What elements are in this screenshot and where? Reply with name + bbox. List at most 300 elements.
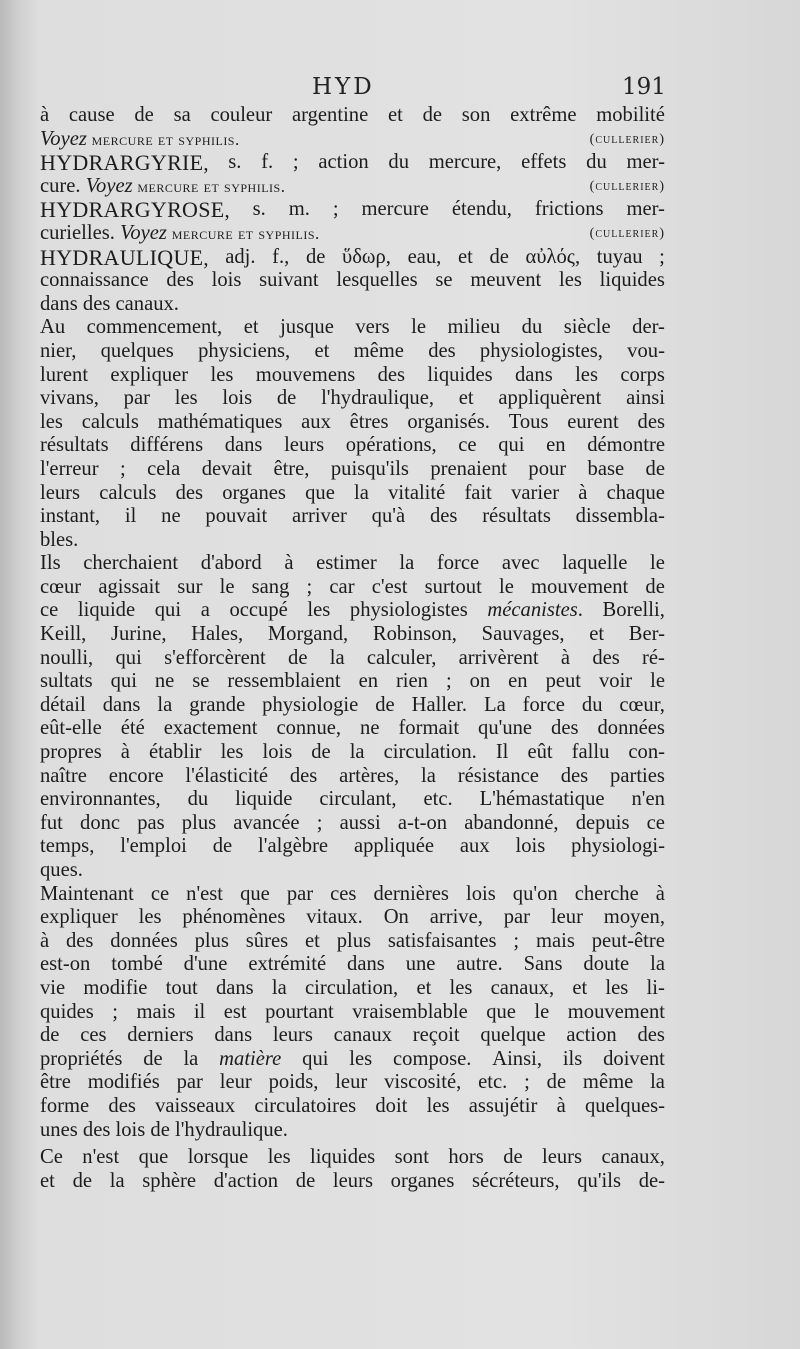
text-line: [40, 623, 665, 647]
word-part: à: [40, 104, 50, 126]
text-line: [40, 906, 665, 930]
word: [472, 1170, 559, 1194]
word-part: données: [110, 929, 178, 952]
word-part: adj.: [225, 245, 256, 268]
word: [399, 552, 414, 576]
word: [596, 104, 665, 128]
word: [40, 1048, 122, 1072]
word: [161, 505, 180, 529]
text-line: [40, 387, 665, 411]
word: [157, 694, 172, 718]
word: [482, 505, 551, 529]
word: [372, 505, 405, 529]
word-part: à: [120, 741, 130, 764]
word-part: des: [637, 1024, 665, 1047]
word-part: et: [387, 104, 403, 126]
word-part: une: [405, 953, 436, 976]
word-part: agissait: [98, 575, 161, 598]
word-part: physiologi-: [571, 835, 665, 858]
word-part: La: [483, 693, 506, 716]
word: [496, 741, 509, 765]
word: [306, 906, 363, 930]
word-part: der-: [632, 316, 665, 339]
word: [330, 883, 356, 907]
word-part: moyen,: [603, 906, 665, 929]
word-part: Haller.: [411, 693, 468, 716]
word-part: canaux,: [490, 976, 555, 999]
word-part: Robinson,: [372, 623, 457, 646]
word: [40, 741, 102, 765]
word-part: liquide: [235, 788, 293, 811]
word: [587, 434, 665, 458]
word-part: aussi: [339, 811, 381, 834]
word-part: tuyau: [596, 245, 643, 268]
word: [205, 505, 267, 529]
word-part: plus: [336, 929, 372, 952]
word-part: l'emploi: [120, 835, 187, 858]
word: [224, 1001, 247, 1025]
word: [99, 482, 156, 506]
word: [509, 411, 549, 435]
word-part: les: [174, 387, 198, 410]
word: [373, 623, 457, 647]
word: [40, 458, 99, 482]
word: [121, 717, 145, 741]
word: [40, 623, 86, 647]
word: [222, 387, 252, 411]
word: [262, 694, 358, 718]
word-part: phénomènes: [182, 906, 286, 929]
word-part: sur: [177, 575, 203, 598]
word: [515, 364, 553, 388]
word-part: encore: [108, 764, 164, 787]
word-part: force: [522, 693, 565, 716]
word: [98, 576, 160, 600]
word-part: de-: [638, 1169, 665, 1192]
word: [166, 977, 198, 1001]
word: [319, 788, 396, 812]
word: [342, 246, 391, 270]
word-part: surtout: [424, 575, 482, 598]
text-line: [40, 222, 665, 246]
word-part: des: [429, 505, 458, 528]
word-part: des: [637, 410, 665, 433]
word-part: de: [503, 1146, 523, 1169]
word: [398, 717, 459, 741]
word-part: fut: [40, 811, 63, 834]
word-part: la: [650, 953, 665, 976]
word: [340, 812, 381, 836]
word-part: ils: [562, 1047, 583, 1070]
word-part: lois: [211, 269, 242, 292]
word-part: est: [223, 1000, 247, 1023]
text-segment: curielles.: [40, 221, 121, 244]
word: [513, 883, 558, 907]
word-part: Tous: [508, 410, 549, 433]
word-part: eurent: [567, 410, 619, 433]
word: [185, 765, 268, 789]
word-part: que: [305, 481, 335, 504]
word: [546, 670, 581, 694]
word-part: de: [546, 1071, 567, 1094]
word: [311, 741, 330, 765]
word: [388, 104, 403, 128]
word-part: que: [240, 882, 270, 905]
word: [225, 246, 255, 270]
word-part: leur: [335, 1071, 368, 1094]
word: [189, 694, 245, 718]
word: [469, 1095, 538, 1119]
word: [82, 1146, 119, 1170]
word: [248, 953, 326, 977]
text-line-main: [40, 222, 320, 246]
text-segment: ques.: [40, 859, 83, 881]
word-part: la: [349, 741, 365, 764]
word-part: ressemblaient: [227, 670, 341, 693]
word-part: même: [582, 1071, 634, 1094]
word-part: arrivèrent: [458, 646, 539, 669]
word-part: ;: [445, 670, 452, 693]
text-line: [40, 552, 665, 576]
word: [527, 741, 552, 765]
word-part: ;: [524, 1071, 530, 1094]
text-segment: mercure et syphilis.: [166, 223, 320, 243]
word-part: même: [353, 339, 404, 362]
word: [430, 906, 483, 930]
word: [542, 1146, 582, 1170]
word-part: ré-: [642, 646, 665, 669]
word-part: avancée: [233, 811, 300, 834]
word: [359, 670, 378, 694]
text-line-main: [40, 175, 285, 199]
word-part: satisfaisantes: [387, 929, 497, 952]
word-part: du: [586, 151, 607, 174]
word-part: donc: [80, 811, 121, 834]
word: [254, 1095, 356, 1119]
word: [188, 1146, 249, 1170]
word: [362, 198, 429, 222]
text-line: [40, 930, 665, 954]
word: [605, 977, 628, 1001]
word: [583, 953, 629, 977]
text-line: [40, 529, 665, 553]
text-segment: Voyez: [40, 127, 87, 150]
word-part: de: [645, 457, 665, 480]
word: [40, 364, 88, 388]
word: [534, 1001, 549, 1025]
word-part: ne: [161, 505, 181, 528]
word-part: données: [597, 717, 665, 740]
word-part: fait: [464, 481, 492, 504]
word-part: de: [288, 646, 308, 669]
word-part: Maintenant: [40, 882, 134, 905]
word: [470, 269, 541, 293]
word: [40, 505, 100, 529]
word: [503, 1146, 522, 1170]
word-part: sûres: [245, 929, 289, 952]
word: [40, 576, 81, 600]
word-part: le: [219, 575, 235, 598]
word: [423, 788, 452, 812]
text-line: [40, 364, 665, 388]
word-part: et: [458, 387, 474, 410]
word-part: liquides: [427, 363, 493, 386]
word: [120, 458, 126, 482]
word: [535, 198, 604, 222]
word: [659, 246, 665, 270]
word-part: doute: [583, 953, 630, 976]
word: [466, 883, 496, 907]
word-part: estimer: [316, 552, 377, 575]
word-part: à: [560, 646, 571, 669]
word-part: du: [521, 316, 543, 339]
text-segment: (cullerier): [589, 225, 665, 241]
text-line: [40, 765, 665, 789]
word-part: ὕδωρ,: [342, 245, 391, 268]
word: [576, 505, 665, 529]
text-line: [40, 175, 665, 199]
word: [80, 812, 120, 836]
word: [416, 977, 431, 1001]
word: [491, 977, 554, 1001]
word: [191, 623, 243, 647]
word-part: arrive,: [429, 906, 483, 929]
word-part: Sauvages,: [481, 623, 565, 646]
word-part: cherchaient: [83, 552, 179, 575]
word: [40, 717, 102, 741]
word: [459, 387, 474, 411]
word-part: action: [566, 1024, 617, 1047]
word-part: effets: [521, 151, 567, 174]
word-part: ;: [332, 198, 339, 221]
word: [592, 930, 665, 954]
word: [69, 104, 115, 128]
word-part: lurent: [40, 363, 89, 386]
word-part: propriétés: [40, 1047, 123, 1070]
word: [567, 411, 618, 435]
word: [626, 151, 664, 175]
word: [134, 104, 153, 128]
word-part: aux: [459, 835, 490, 858]
word: [502, 552, 540, 576]
word-part: le: [498, 575, 514, 598]
word: [284, 552, 293, 576]
word: [561, 765, 588, 789]
word: [111, 623, 166, 647]
word: [40, 198, 230, 222]
word-part: hors: [448, 1146, 484, 1169]
word-part: ne: [360, 717, 380, 740]
word-part: et: [589, 623, 605, 646]
word-part: et: [243, 316, 259, 339]
word-part: expliquer: [110, 363, 189, 386]
word: [388, 151, 409, 175]
word-part: des: [592, 646, 620, 669]
word: [572, 741, 610, 765]
word-part: les: [605, 976, 629, 999]
word: [290, 765, 317, 789]
word-part: vivans,: [40, 387, 99, 410]
word-part: noulli,: [40, 646, 94, 669]
word: [620, 364, 665, 388]
word: [188, 788, 209, 812]
word-part: aux: [301, 410, 331, 433]
word: [575, 364, 598, 388]
text-line: [40, 812, 665, 836]
word-part: leurs: [40, 481, 81, 504]
word-part: rien: [395, 670, 428, 693]
text-line: [40, 1001, 665, 1025]
word-part: mais: [535, 929, 575, 952]
word: [289, 198, 310, 222]
word: [384, 741, 477, 765]
word: [354, 482, 369, 506]
word-part: l'algèbre: [258, 835, 329, 858]
word: [575, 883, 639, 907]
word: [110, 930, 177, 954]
word: [656, 883, 665, 907]
word: [40, 906, 118, 930]
word-part: ne: [154, 670, 175, 693]
word-part: meuvent: [470, 269, 542, 292]
text-segment: mercure et syphilis.: [132, 176, 286, 196]
word: [450, 977, 473, 1001]
word: [40, 788, 161, 812]
word: [235, 788, 292, 812]
word-part: varier: [511, 481, 560, 504]
word-part: HYDRARGYRIE: [40, 150, 204, 176]
word-part: vou-: [627, 339, 665, 362]
word-part: mouvemens: [255, 363, 356, 386]
word-part: être,: [273, 457, 310, 480]
word: [492, 1048, 542, 1072]
word: [214, 1170, 278, 1194]
page-header: [0, 74, 800, 104]
word: [40, 977, 65, 1001]
word-part: quelques-: [584, 1094, 665, 1117]
word-part: nier,: [40, 339, 77, 362]
word: [292, 505, 347, 529]
word: [261, 151, 273, 175]
word-part: expliquer: [40, 906, 118, 929]
word-part: plus: [194, 929, 229, 952]
word: [253, 198, 266, 222]
word: [40, 694, 86, 718]
word-part: cause: [68, 104, 115, 126]
word: [268, 623, 348, 647]
word-part: doit: [375, 1094, 408, 1117]
word-part: et: [457, 245, 473, 268]
word-part: vaisseaux: [155, 1094, 236, 1117]
word-part: Jurine,: [111, 623, 167, 646]
word: [40, 269, 149, 293]
word: [619, 694, 665, 718]
word: [626, 198, 664, 222]
word: [40, 434, 109, 458]
word: [40, 552, 61, 576]
word-part: de: [134, 104, 154, 126]
word-part: et: [40, 1169, 55, 1192]
word-part: a: [200, 599, 210, 622]
word: [367, 647, 436, 671]
word-part: lois: [262, 741, 293, 764]
word: [174, 104, 191, 128]
word: [40, 765, 87, 789]
word-part: vitaux.: [306, 906, 363, 929]
word-part: en: [358, 670, 378, 693]
word-part: d'une: [183, 953, 228, 976]
word-part: qui: [115, 646, 142, 669]
page-number: 191: [622, 74, 666, 100]
word-part: sa: [173, 104, 191, 126]
word-part: le: [411, 316, 427, 339]
word-part: qui: [302, 1047, 329, 1070]
word-part: être: [40, 1071, 71, 1094]
text-line: [40, 246, 665, 270]
word: [516, 835, 546, 859]
word-part: mer-: [626, 151, 665, 174]
word: [395, 1146, 429, 1170]
word: [78, 599, 135, 623]
text-segment: Voyez: [120, 221, 167, 244]
text-line: [40, 694, 665, 718]
word: [528, 458, 566, 482]
word: [650, 670, 665, 694]
word-part: calculs: [99, 481, 157, 504]
word-part: .: [577, 599, 583, 622]
word: [220, 1071, 252, 1095]
word: [334, 1024, 392, 1048]
word: [268, 1146, 291, 1170]
word: [155, 670, 174, 694]
word-part: ;: [292, 151, 299, 174]
word: [480, 340, 603, 364]
word: [240, 883, 270, 907]
word: [40, 1001, 94, 1025]
word-part: sphère: [142, 1169, 197, 1192]
text-line: [40, 269, 665, 293]
word-part: par: [286, 882, 314, 905]
word-part: canaux,: [601, 1146, 665, 1169]
word: [408, 246, 442, 270]
word-part: cœur: [40, 575, 82, 598]
word: [201, 599, 210, 623]
body-text: [40, 104, 665, 1193]
word-part: ainsi: [626, 387, 665, 410]
word: [561, 647, 570, 671]
word: [592, 647, 619, 671]
word: [331, 458, 409, 482]
word-part: laquelle: [562, 552, 628, 575]
word-part: du: [388, 151, 410, 174]
word: [425, 576, 482, 600]
word-part: ;: [316, 811, 323, 834]
word-part: canaux: [333, 1024, 392, 1047]
word: [109, 765, 164, 789]
word-part: physiologistes: [349, 599, 468, 622]
word-part: organes: [390, 1169, 455, 1192]
word: [638, 411, 665, 435]
text-line: [40, 599, 665, 623]
word-part: lois: [465, 882, 496, 905]
word-part: d'abord: [200, 552, 262, 575]
word: [458, 246, 473, 270]
word: [510, 104, 576, 128]
word: [448, 1146, 483, 1170]
word-part: ce: [458, 434, 477, 457]
word-part: siècle: [563, 316, 611, 339]
text-line: [40, 128, 665, 152]
